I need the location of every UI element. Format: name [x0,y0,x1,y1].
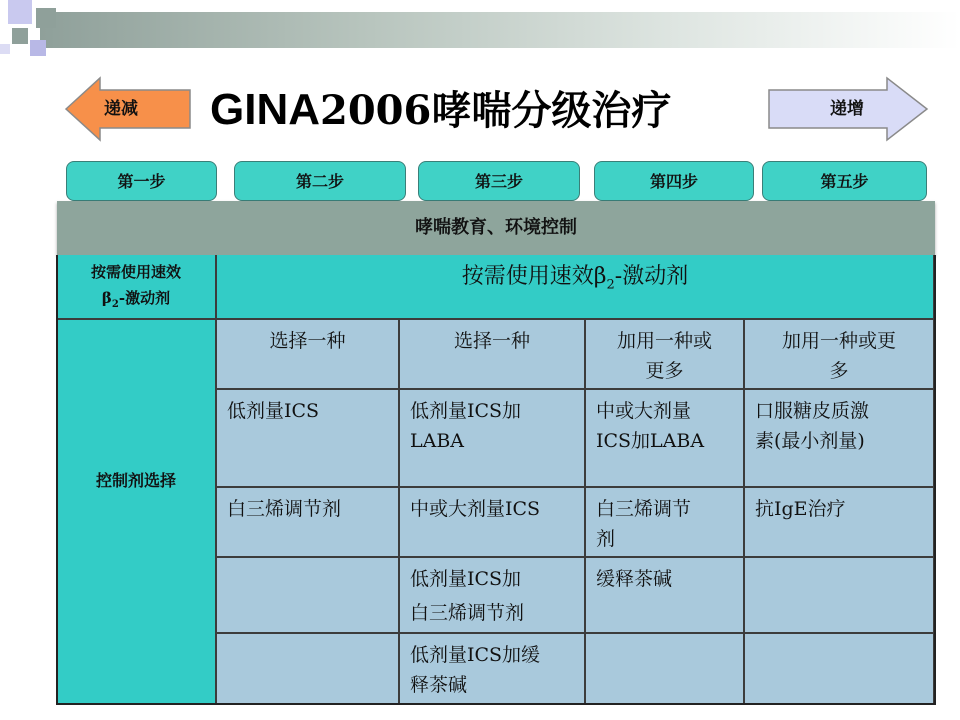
header-cell: 选择一种 [400,320,586,390]
step-3-button[interactable]: 第三步 [418,161,580,201]
page-title: GINA2006哮喘分级治疗 [210,85,672,134]
header-decor-squares [0,0,120,60]
table-cell: 口服糖皮质激 素(最小剂量) [745,390,935,488]
decrease-arrow [64,76,194,142]
decrease-label: 递减 [104,99,138,119]
controller-label-cell: 控制剂选择 [57,320,217,705]
table-cell: 抗IgE治疗 [745,488,935,558]
table-cell: 低剂量ICS加 LABA [400,390,586,488]
table-cell [745,634,935,705]
increase-label: 递增 [830,99,864,119]
education-bar: 哮喘教育、环境控制 [57,201,935,255]
header-cell: 加用一种或 更多 [586,320,745,390]
header-cell: 加用一种或更 多 [745,320,935,390]
header-cell: 选择一种 [217,320,400,390]
table-cell [217,634,400,705]
reliever-main-cell: 按需使用速效$\beta_2-$激动剂 [217,255,935,320]
step-4-button[interactable]: 第四步 [594,161,754,201]
increase-arrow [765,76,930,142]
step-2-button[interactable]: 第二步 [234,161,406,201]
table-cell: 中或大剂量ICS [400,488,586,558]
table-cell [586,634,745,705]
table-cell: 中或大剂量 ICS加LABA [586,390,745,488]
step-1-button[interactable]: 第一步 [66,161,217,201]
table-cell: 白三烯调节剂 [217,488,400,558]
reliever-label-cell: 按需使用速效 $\beta_2-$激动剂 [57,255,217,320]
table-cell: 低剂量ICS加 白三烯调节剂 [400,558,586,634]
step-5-button[interactable]: 第五步 [762,161,927,201]
header-gradient-bar [40,12,960,48]
table-cell: 白三烯调节 剂 [586,488,745,558]
table-cell: 低剂量ICS [217,390,400,488]
table-cell [745,558,935,634]
table-cell [217,558,400,634]
table-cell: 缓释茶碱 [586,558,745,634]
table-cell: 低剂量ICS加缓 释茶碱 [400,634,586,705]
